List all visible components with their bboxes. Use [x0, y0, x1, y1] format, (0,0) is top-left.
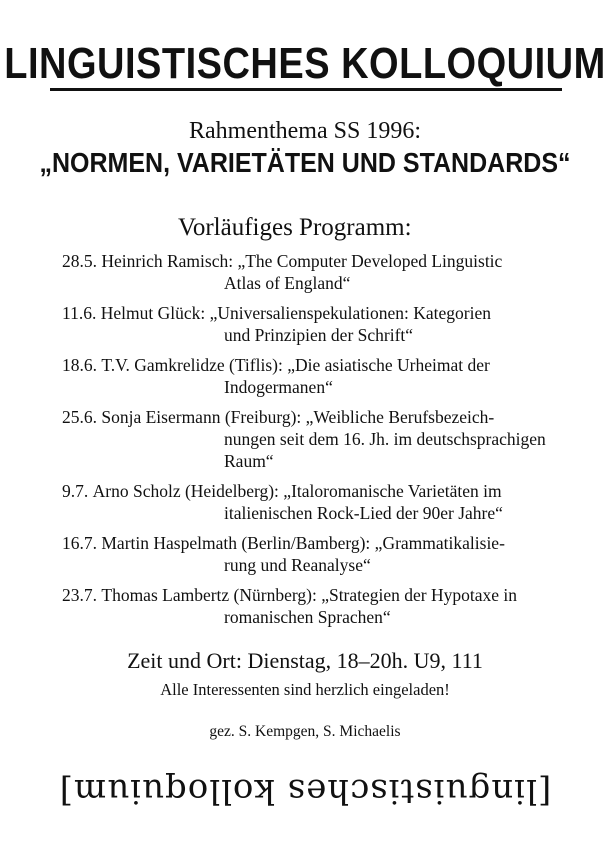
- entry-date: 16.7.: [62, 533, 97, 553]
- entry-date: 25.6.: [62, 407, 97, 427]
- entry-speaker: Thomas Lambertz (Nürnberg):: [101, 585, 317, 605]
- entry-title-line2: rung und Reanalyse“: [224, 555, 371, 575]
- entry-date: 11.6.: [62, 303, 97, 323]
- signature-line: gez. S. Kempgen, S. Michaelis: [209, 723, 401, 740]
- time-and-place: Zeit und Ort: Dienstag, 18–20h. U9, 111: [127, 648, 483, 673]
- theme-heading: „NORMEN, VARIETÄTEN UND STANDARDS“: [39, 148, 571, 179]
- entry-speaker: Helmut Glück:: [100, 303, 206, 323]
- entry-title-line2: und Prinzipien der Schrift“: [224, 325, 414, 345]
- entry-title-line1: „Strategien der Hypotaxe in: [321, 585, 518, 605]
- program-entry: [62, 302, 582, 324]
- program-entry: [62, 584, 582, 606]
- entry-speaker: T.V. Gamkrelidze (Tiflis):: [101, 355, 283, 375]
- entry-title-line3: Raum“: [224, 451, 274, 471]
- entry-title-line2: Indogermanen“: [224, 377, 333, 397]
- page-title: LINGUISTISCHES KOLLOQUIUM: [4, 40, 606, 89]
- entry-title-line2: italienischen Rock-Lied der 90er Jahre“: [224, 503, 503, 523]
- entry-speaker: Arno Scholz (Heidelberg):: [92, 481, 279, 501]
- subtitle: Rahmenthema SS 1996:: [189, 118, 421, 144]
- entry-date: 18.6.: [62, 355, 97, 375]
- entry-title-line2: romanischen Sprachen“: [224, 607, 391, 627]
- entry-title-line1: „Italoromanische Varietäten im: [283, 481, 502, 501]
- entry-title-line2: Atlas of England“: [224, 273, 351, 293]
- program-entry: [62, 532, 582, 554]
- entry-speaker: Sonja Eisermann (Freiburg):: [101, 407, 302, 427]
- program-list: [62, 250, 582, 628]
- program-heading: Vorläufiges Programm:: [178, 214, 412, 241]
- title-underline: [50, 88, 562, 91]
- entry-speaker: Heinrich Ramisch:: [101, 251, 234, 271]
- program-entry: [62, 354, 582, 376]
- inverted-logo: [linguistisches kolloquium]: [58, 771, 552, 811]
- entry-date: 28.5.: [62, 251, 97, 271]
- program-entry: [62, 480, 582, 502]
- entry-title-line1: „Grammatikalisie-: [374, 533, 505, 553]
- program-entry: [62, 250, 582, 272]
- entry-title-line2: nungen seit dem 16. Jh. im deutschsprachigen: [224, 429, 546, 449]
- entry-speaker: Martin Haspelmath (Berlin/Bamberg):: [101, 533, 371, 553]
- invitation-text: Alle Interessenten sind herzlich eingeladen!: [160, 680, 450, 699]
- entry-date: 23.7.: [62, 585, 97, 605]
- entry-title-line1: „The Computer Developed Linguistic: [237, 251, 503, 271]
- entry-title-line1: „Weibliche Berufsbezeich-: [305, 407, 495, 427]
- program-entry: [62, 406, 582, 428]
- entry-date: 9.7.: [62, 481, 89, 501]
- entry-title-line1: „Die asiatische Urheimat der: [287, 355, 490, 375]
- entry-title-line1: „Universalienspekulationen: Kategorien: [209, 303, 491, 323]
